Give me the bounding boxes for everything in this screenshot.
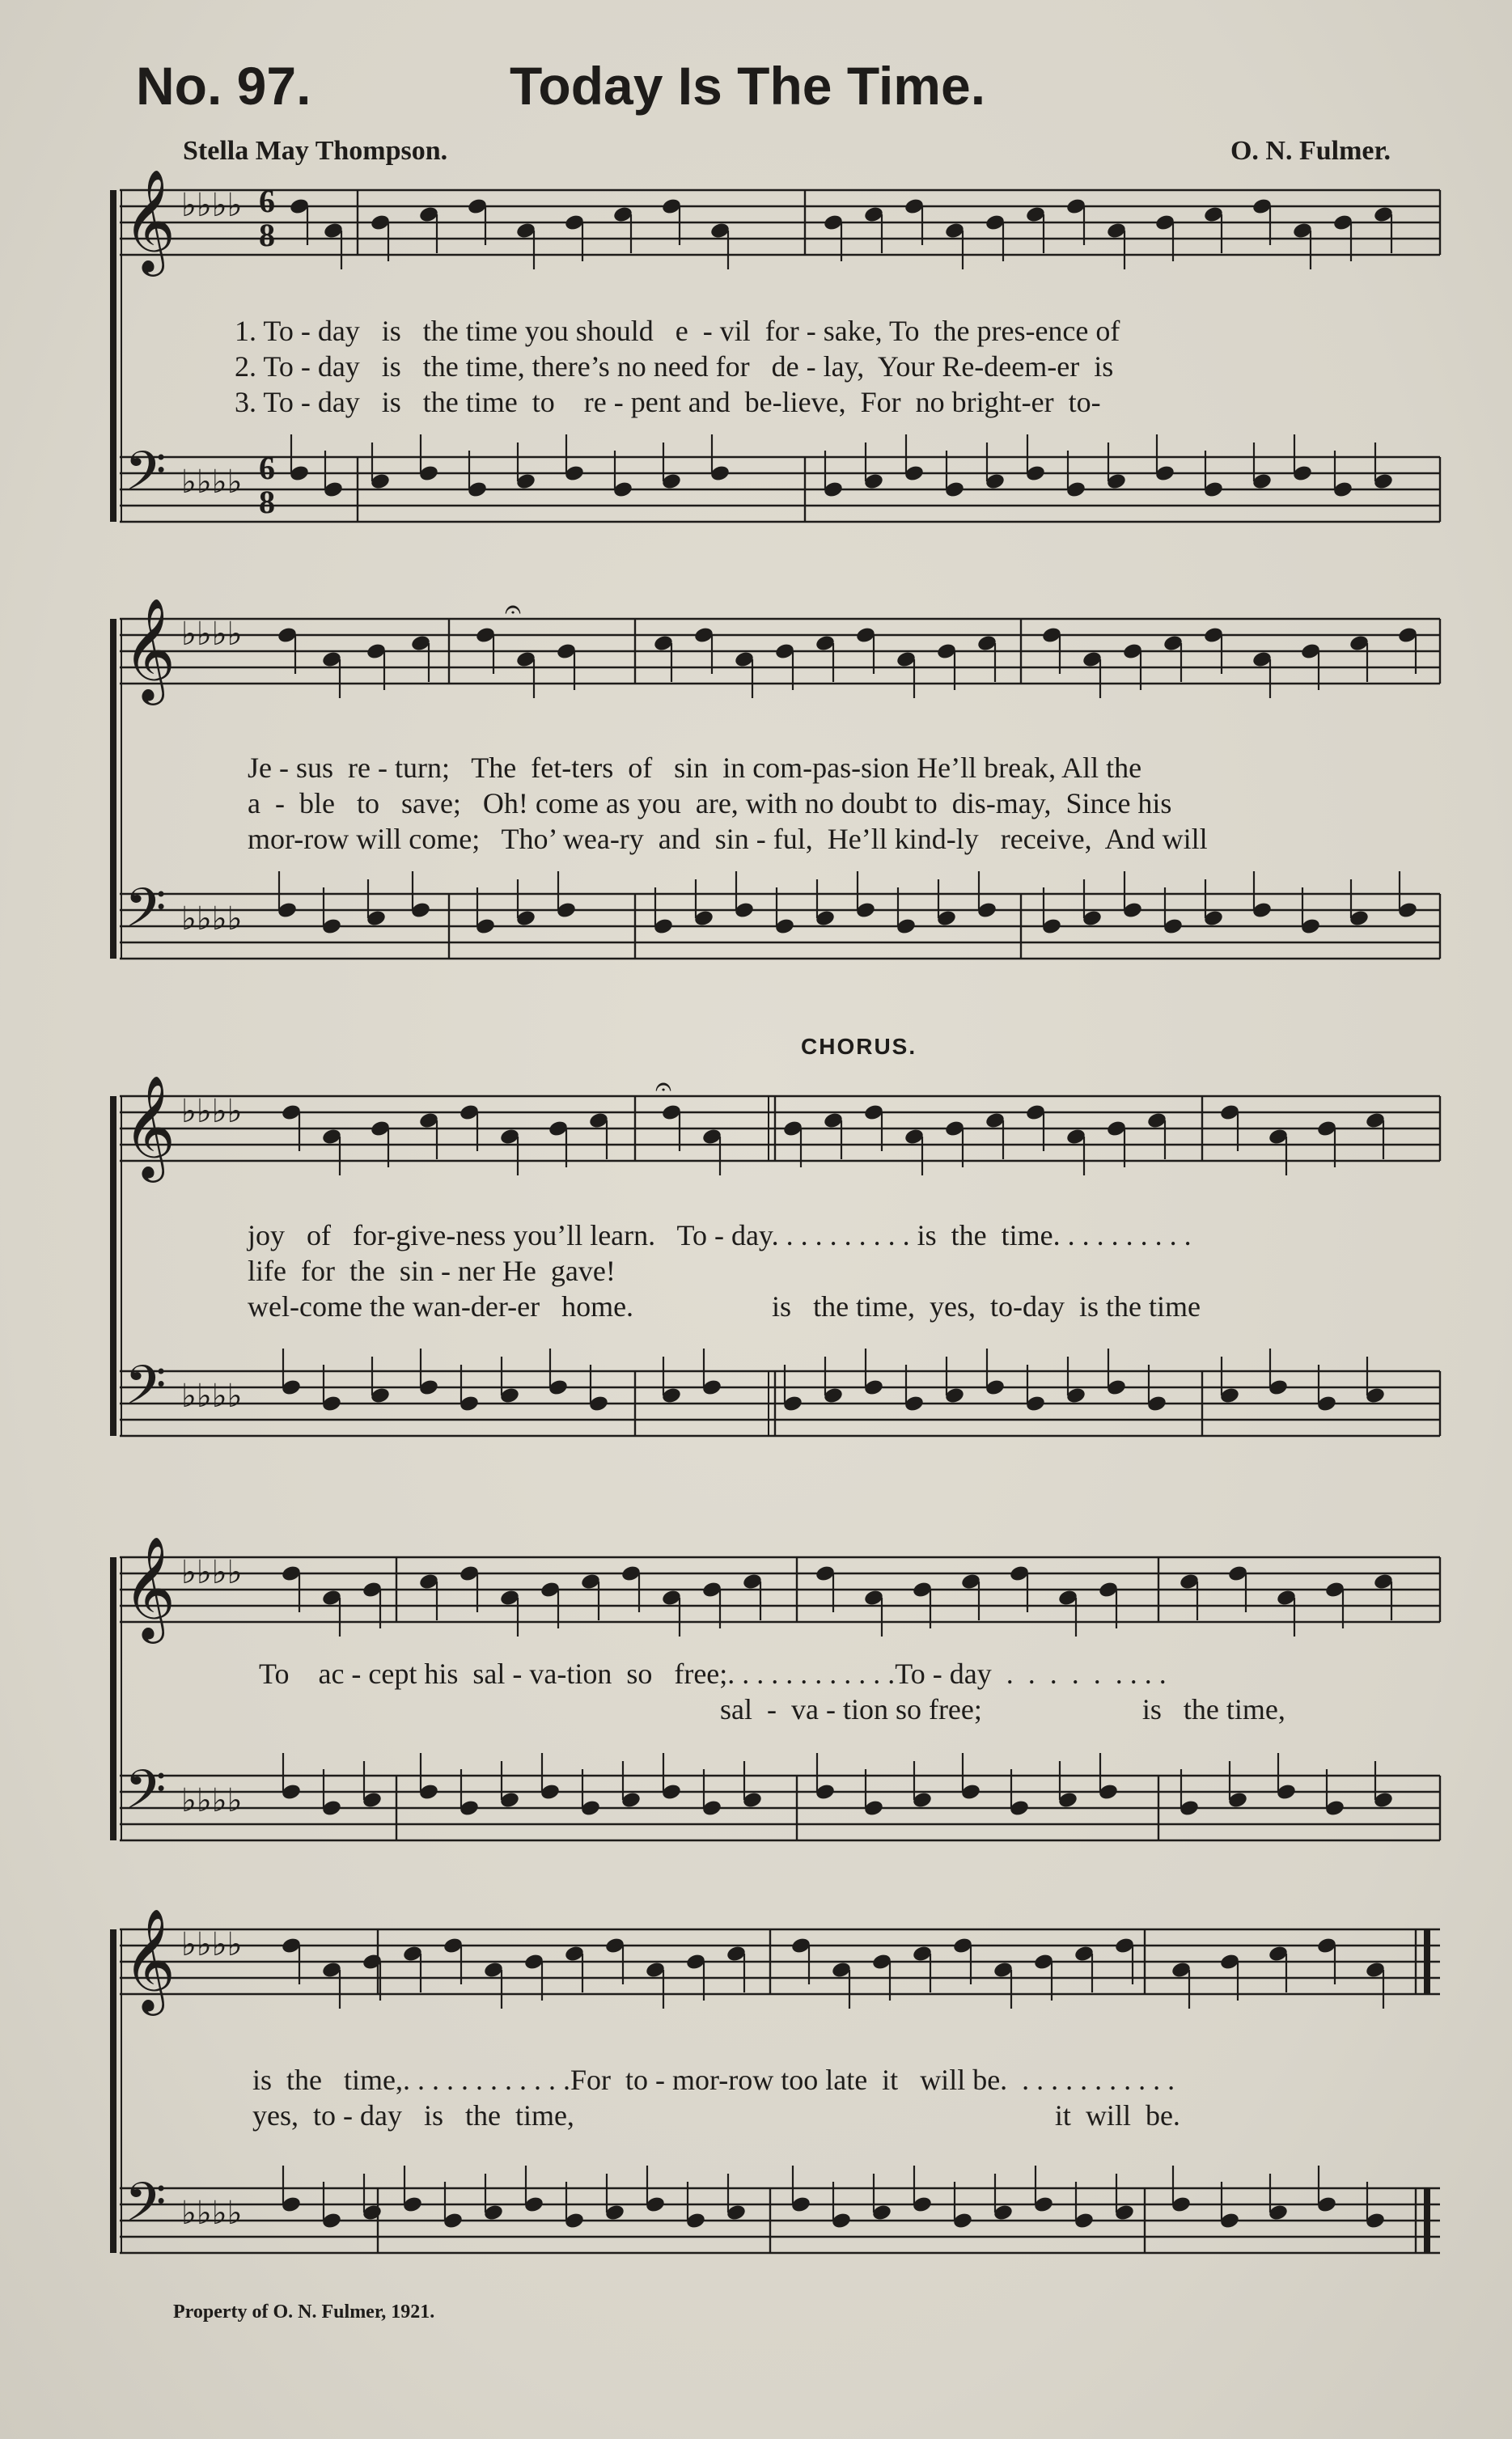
- lyric-line-verse-2: a - ble to save; Oh! come as you are, with no doubt to dis-may, Since his: [248, 787, 1172, 819]
- notehead: [548, 1349, 569, 1396]
- notehead: [499, 1128, 520, 1175]
- notehead: [661, 442, 682, 490]
- notehead: [960, 1573, 981, 1620]
- chorus-label: CHORUS.: [801, 1034, 917, 1059]
- notehead: [1268, 1128, 1289, 1175]
- lyric-line-verse-3: 3. To - day is the time to re - pent and be-lieve, For no bright-er to-: [235, 386, 1101, 418]
- notehead: [588, 1112, 609, 1159]
- notehead: [1252, 442, 1273, 490]
- notehead: [1203, 879, 1224, 927]
- notehead: [418, 434, 439, 482]
- notehead: [1373, 1573, 1394, 1620]
- notehead: [701, 1349, 722, 1396]
- notehead: [564, 1945, 585, 1992]
- notehead: [321, 1589, 342, 1637]
- bass-clef-icon: 𝄢: [125, 880, 167, 951]
- notehead: [1227, 1761, 1248, 1809]
- notehead: [912, 1761, 933, 1809]
- music-system-3: [0, 1060, 1512, 1480]
- flat-key-signature-icon: ♭♭♭♭: [181, 1926, 243, 1963]
- lyric-line-part-2: sal - va - tion so free; is the time,: [720, 1693, 1285, 1726]
- treble-clef-icon: 𝄞: [123, 600, 176, 699]
- lyric-line-part-1: To ac - cept his sal - va-tion so free;. . . . . . . . . . . .To - day . . . . . . . . .: [259, 1658, 1167, 1690]
- notehead: [912, 1945, 933, 1992]
- notehead: [1349, 634, 1370, 682]
- flat-key-signature-icon: ♭♭♭♭: [181, 187, 243, 223]
- notehead: [1316, 2166, 1337, 2213]
- notehead: [370, 442, 391, 490]
- notehead: [1065, 1357, 1086, 1404]
- notehead: [709, 222, 731, 269]
- notehead: [370, 1357, 391, 1404]
- notehead: [976, 634, 997, 682]
- notehead: [564, 434, 585, 482]
- notehead: [620, 1761, 642, 1809]
- notehead: [612, 205, 633, 253]
- lyric-line-part-2: yes, to - day is the time, it will be.: [252, 2099, 1180, 2132]
- notehead: [709, 434, 731, 482]
- notehead: [1292, 222, 1313, 269]
- notehead: [277, 871, 298, 919]
- notehead: [483, 1961, 504, 2009]
- notehead: [904, 1128, 925, 1175]
- notehead: [863, 1349, 884, 1396]
- notehead: [1033, 2166, 1054, 2213]
- notehead: [362, 1761, 383, 1809]
- flat-key-signature-icon: ♭♭♭♭: [181, 900, 243, 937]
- notehead: [726, 2174, 747, 2221]
- notehead: [1373, 442, 1394, 490]
- flat-key-signature-icon: ♭♭♭♭: [181, 1554, 243, 1590]
- music-system-4: [0, 1521, 1512, 1877]
- notehead: [410, 871, 431, 919]
- notehead: [281, 2166, 302, 2213]
- notehead: [1122, 871, 1143, 919]
- notehead: [1082, 879, 1103, 927]
- notehead: [323, 222, 344, 269]
- notehead: [418, 1753, 439, 1801]
- notehead: [281, 1349, 302, 1396]
- notehead: [1057, 1589, 1078, 1637]
- notehead: [540, 1753, 561, 1801]
- music-system-5: [0, 1893, 1512, 2281]
- bass-clef-icon: 𝄢: [125, 1762, 167, 1833]
- notehead: [661, 1357, 682, 1404]
- notehead: [1203, 205, 1224, 253]
- treble-clef-icon: 𝄞: [123, 1911, 176, 2009]
- notehead: [863, 205, 884, 253]
- lyric-line-verse-1: 1. To - day is the time you should e - vil for - sake, To the pres-ence of: [235, 315, 1120, 347]
- time-signature: 6 8: [259, 183, 275, 253]
- treble-clef-icon: 𝄞: [123, 1078, 176, 1176]
- notehead: [871, 2174, 892, 2221]
- notehead: [418, 205, 439, 253]
- notehead: [993, 2174, 1014, 2221]
- treble-clef-icon: 𝄞: [123, 1539, 176, 1637]
- notehead: [815, 1753, 836, 1801]
- notehead: [1276, 1753, 1297, 1801]
- notehead: [366, 879, 387, 927]
- notehead: [410, 634, 431, 682]
- flat-key-signature-icon: ♭♭♭♭: [181, 2195, 243, 2231]
- notehead: [912, 2166, 933, 2213]
- notehead: [402, 2166, 423, 2213]
- notehead: [499, 1761, 520, 1809]
- lyric-line-verse-2: life for the sin - ner He gave!: [248, 1255, 616, 1287]
- notehead: [1365, 1112, 1386, 1159]
- composer-credit: O. N. Fulmer.: [1230, 136, 1391, 166]
- notehead: [1268, 1945, 1289, 1992]
- fermata-icon: 𝄐: [505, 593, 522, 625]
- notehead: [985, 1349, 1006, 1396]
- fermata-icon: 𝄐: [655, 1070, 672, 1103]
- bass-clef-icon: 𝄢: [125, 1357, 167, 1429]
- copyright-notice: Property of O. N. Fulmer, 1921.: [173, 2301, 435, 2323]
- notehead: [985, 1112, 1006, 1159]
- notehead: [499, 1589, 520, 1637]
- notehead: [1349, 879, 1370, 927]
- notehead: [1252, 871, 1273, 919]
- notehead: [855, 871, 876, 919]
- lyric-line-verse-3: mor-row will come; Tho’ wea-ry and sin - ful, He’ll kind-ly receive, And will: [248, 823, 1208, 855]
- notehead: [693, 879, 714, 927]
- flat-key-signature-icon: ♭♭♭♭: [181, 1093, 243, 1129]
- notehead: [1082, 650, 1103, 698]
- notehead: [1179, 1573, 1200, 1620]
- notehead: [1171, 1961, 1192, 2009]
- notehead: [936, 879, 957, 927]
- notehead: [1065, 1128, 1086, 1175]
- flat-key-signature-icon: ♭♭♭♭: [181, 1378, 243, 1414]
- notehead: [904, 434, 925, 482]
- notehead: [701, 1128, 722, 1175]
- bass-clef-icon: 𝄢: [125, 2174, 167, 2246]
- notehead: [515, 879, 536, 927]
- time-signature: 6 8: [259, 450, 275, 520]
- notehead: [960, 1753, 981, 1801]
- notehead: [815, 634, 836, 682]
- notehead: [976, 871, 997, 919]
- notehead: [734, 650, 755, 698]
- notehead: [726, 1945, 747, 1992]
- notehead: [483, 2174, 504, 2221]
- notehead: [523, 2166, 544, 2213]
- notehead: [1219, 1357, 1240, 1404]
- notehead: [823, 1357, 844, 1404]
- notehead: [645, 2166, 666, 2213]
- notehead: [362, 2174, 383, 2221]
- notehead: [418, 1573, 439, 1620]
- music-system-1: [0, 170, 1512, 574]
- notehead: [1057, 1761, 1078, 1809]
- notehead: [742, 1761, 763, 1809]
- notehead: [321, 1128, 342, 1175]
- notehead: [1106, 442, 1127, 490]
- flat-key-signature-icon: ♭♭♭♭: [181, 1782, 243, 1819]
- notehead: [831, 1961, 852, 2009]
- notehead: [944, 1357, 965, 1404]
- notehead: [1163, 634, 1184, 682]
- lyric-line-part-1: is the time,. . . . . . . . . . . .For to - mor-row too late it will be. . . . . . . . . . . .: [252, 2064, 1175, 2096]
- notehead: [499, 1357, 520, 1404]
- notehead: [1292, 434, 1313, 482]
- notehead: [1098, 1753, 1119, 1801]
- notehead: [653, 634, 674, 682]
- lyric-line-verse-1: joy of for-give-ness you’ll learn. To - day. . . . . . . . . . is the time. . . . . . . . . .: [248, 1219, 1192, 1251]
- notehead: [556, 871, 577, 919]
- notehead: [1373, 1761, 1394, 1809]
- lyricist-credit: Stella May Thompson.: [183, 136, 448, 166]
- notehead: [1276, 1589, 1297, 1637]
- notehead: [289, 434, 310, 482]
- notehead: [985, 442, 1006, 490]
- notehead: [281, 1753, 302, 1801]
- flat-key-signature-icon: ♭♭♭♭: [181, 464, 243, 500]
- notehead: [944, 222, 965, 269]
- notehead: [1114, 2174, 1135, 2221]
- notehead: [863, 442, 884, 490]
- notehead: [1268, 1349, 1289, 1396]
- bass-clef-icon: 𝄢: [125, 443, 167, 514]
- notehead: [896, 650, 917, 698]
- notehead: [661, 1589, 682, 1637]
- notehead: [604, 2174, 625, 2221]
- notehead: [515, 650, 536, 698]
- notehead: [1365, 1357, 1386, 1404]
- notehead: [1106, 222, 1127, 269]
- notehead: [515, 442, 536, 490]
- notehead: [823, 1112, 844, 1159]
- notehead: [790, 2166, 811, 2213]
- notehead: [863, 1589, 884, 1637]
- hymn-number: No. 97.: [136, 56, 311, 116]
- notehead: [1373, 205, 1394, 253]
- notehead: [402, 1945, 423, 1992]
- notehead: [580, 1573, 601, 1620]
- lyric-line-verse-1: Je - sus re - turn; The fet-ters of sin in com-pas-sion He’ll break, All the: [248, 752, 1142, 784]
- music-system-2: [0, 593, 1512, 1003]
- notehead: [1397, 871, 1418, 919]
- notehead: [742, 1573, 763, 1620]
- lyric-line-verse-3: wel-come the wan-der-er home. is the time, yes, to-day is the time: [248, 1290, 1201, 1323]
- notehead: [1025, 205, 1046, 253]
- notehead: [321, 1961, 342, 2009]
- flat-key-signature-icon: ♭♭♭♭: [181, 616, 243, 652]
- notehead: [321, 650, 342, 698]
- notehead: [645, 1961, 666, 2009]
- notehead: [1146, 1112, 1167, 1159]
- notehead: [418, 1112, 439, 1159]
- notehead: [993, 1961, 1014, 2009]
- treble-clef-icon: 𝄞: [123, 171, 176, 270]
- notehead: [1106, 1349, 1127, 1396]
- notehead: [1074, 1945, 1095, 1992]
- notehead: [418, 1349, 439, 1396]
- notehead: [1171, 2166, 1192, 2213]
- hymn-title: Today Is The Time.: [510, 56, 986, 116]
- notehead: [1154, 434, 1175, 482]
- notehead: [1025, 434, 1046, 482]
- notehead: [1365, 1961, 1386, 2009]
- notehead: [1268, 2174, 1289, 2221]
- notehead: [734, 871, 755, 919]
- notehead: [661, 1753, 682, 1801]
- notehead: [815, 879, 836, 927]
- notehead: [1252, 650, 1273, 698]
- notehead: [515, 222, 536, 269]
- lyric-line-verse-2: 2. To - day is the time, there’s no need for de - lay, Your Re-deem-er is: [235, 350, 1114, 383]
